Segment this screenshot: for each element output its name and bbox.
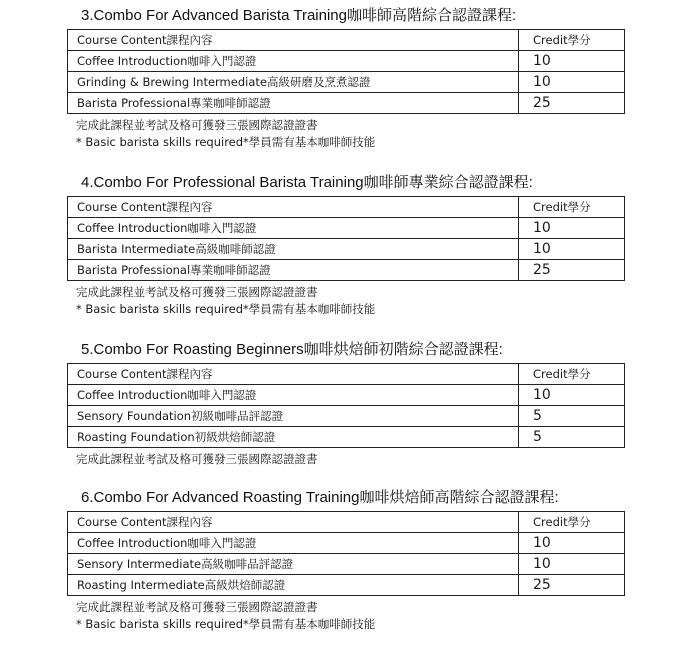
course-column-header: Course Content課程內容	[68, 512, 519, 533]
combo-section-6	[67, 488, 625, 633]
table-header-row	[68, 364, 625, 385]
certificate-note: 完成此課程並考試及格可獲發三張國際認證證書	[76, 600, 318, 614]
course-name: Roasting Intermediate高級烘焙師認證	[68, 575, 519, 596]
table-row	[68, 427, 625, 448]
table-row	[68, 218, 625, 239]
course-name: Grinding & Brewing Intermediate高級研磨及烹煮認證	[68, 72, 519, 93]
course-credit: 10	[519, 218, 625, 239]
course-table	[67, 196, 625, 281]
course-name: Barista Intermediate高級咖啡師認證	[68, 239, 519, 260]
course-name: Roasting Foundation初級烘焙師認證	[68, 427, 519, 448]
requirement-note: * Basic barista skills required*學員需有基本咖啡師技能	[76, 302, 376, 316]
combo-section-5	[67, 340, 625, 468]
section-title: 5.Combo For Roasting Beginners咖啡烘焙師初階綜合認證課程:	[81, 341, 503, 358]
course-table	[67, 511, 625, 596]
credit-column-header: Credit學分	[519, 364, 625, 385]
table-row	[68, 554, 625, 575]
course-credit: 10	[519, 51, 625, 72]
table-row	[68, 72, 625, 93]
section-notes	[67, 284, 625, 318]
course-column-header: Course Content課程內容	[68, 364, 519, 385]
course-credit: 10	[519, 533, 625, 554]
requirement-note: * Basic barista skills required*學員需有基本咖啡師技能	[76, 135, 376, 149]
combo-section-3	[67, 6, 625, 151]
course-name: Coffee Introduction咖啡入門認證	[68, 385, 519, 406]
section-title: 6.Combo For Advanced Roasting Training咖啡烘焙師高階綜合認證課程:	[81, 489, 559, 506]
course-name: Barista Professional專業咖啡師認證	[68, 93, 519, 114]
course-credit: 5	[519, 406, 625, 427]
section-notes	[67, 599, 625, 633]
course-credit: 10	[519, 72, 625, 93]
section-title: 3.Combo For Advanced Barista Training咖啡師高階綜合認證課程:	[81, 7, 517, 24]
course-name: Sensory Intermediate高級咖啡品評認證	[68, 554, 519, 575]
table-row	[68, 533, 625, 554]
course-credit: 5	[519, 427, 625, 448]
table-header-row	[68, 30, 625, 51]
credit-column-header: Credit學分	[519, 512, 625, 533]
section-notes	[67, 117, 625, 151]
course-name: Coffee Introduction咖啡入門認證	[68, 218, 519, 239]
certificate-note: 完成此課程並考試及格可獲發三張國際認證證書	[76, 452, 318, 466]
course-column-header: Course Content課程內容	[68, 197, 519, 218]
course-credit: 25	[519, 575, 625, 596]
table-row	[68, 260, 625, 281]
credit-column-header: Credit學分	[519, 30, 625, 51]
course-credit: 10	[519, 385, 625, 406]
certificate-note: 完成此課程並考試及格可獲發三張國際認證證書	[76, 285, 318, 299]
table-header-row	[68, 512, 625, 533]
credit-column-header: Credit學分	[519, 197, 625, 218]
course-name: Barista Professional專業咖啡師認證	[68, 260, 519, 281]
course-name: Sensory Foundation初級咖啡品評認證	[68, 406, 519, 427]
table-row	[68, 385, 625, 406]
table-row	[68, 51, 625, 72]
course-table	[67, 363, 625, 448]
course-credit: 25	[519, 260, 625, 281]
course-column-header: Course Content課程內容	[68, 30, 519, 51]
course-credit: 25	[519, 93, 625, 114]
course-credit: 10	[519, 554, 625, 575]
section-title: 4.Combo For Professional Barista Training咖啡師專業綜合認證課程:	[81, 174, 533, 191]
table-row	[68, 239, 625, 260]
course-credit: 10	[519, 239, 625, 260]
certificate-note: 完成此課程並考試及格可獲發三張國際認證證書	[76, 118, 318, 132]
table-header-row	[68, 197, 625, 218]
table-row	[68, 575, 625, 596]
table-row	[68, 406, 625, 427]
course-name: Coffee Introduction咖啡入門認證	[68, 533, 519, 554]
requirement-note: * Basic barista skills required*學員需有基本咖啡師技能	[76, 617, 376, 631]
course-table	[67, 29, 625, 114]
combo-section-4	[67, 173, 625, 318]
section-notes	[67, 451, 625, 468]
table-row	[68, 93, 625, 114]
course-name: Coffee Introduction咖啡入門認證	[68, 51, 519, 72]
